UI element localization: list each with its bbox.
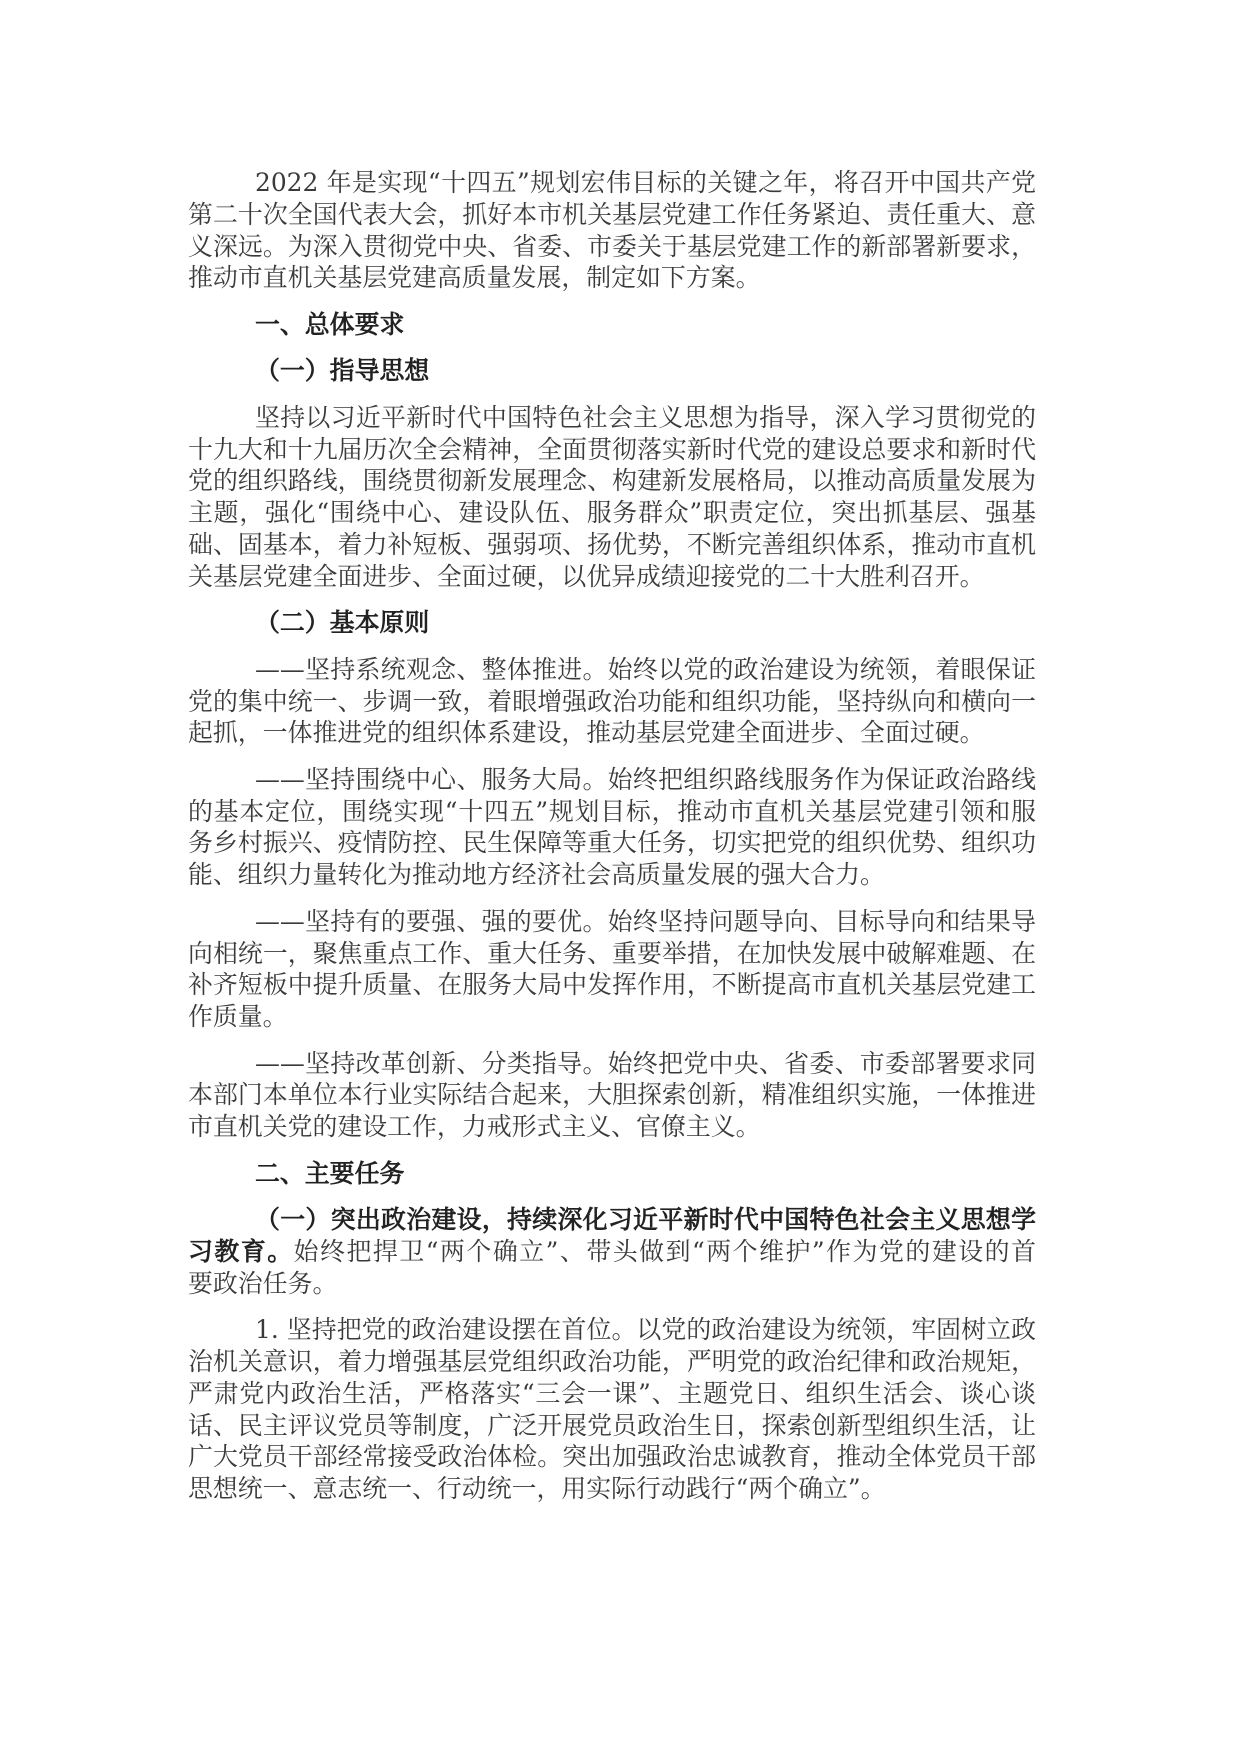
paragraph-line: 话、民主评议党员等制度，广泛开展党员政治生日，探索创新型组织生活，让 bbox=[188, 1410, 1036, 1440]
section-heading bbox=[188, 309, 1036, 341]
paragraph-line: ——坚持系统观念、整体推进。始终以党的政治建设为统领，着眼保证 bbox=[255, 654, 1036, 684]
paragraph-line: 2022 年是实现“十四五”规划宏伟目标的关键之年，将召开中国共产党 bbox=[255, 168, 1036, 197]
paragraph-line: 的基本定位，围绕实现“十四五”规划目标，推动市直机关基层党建引领和服 bbox=[188, 796, 1036, 826]
paragraph-line bbox=[188, 1204, 1036, 1236]
paragraph-line: 坚持以习近平新时代中国特色社会主义思想为指导，深入学习贯彻党的 bbox=[255, 402, 1036, 432]
paragraph-line: 务乡村振兴、疫情防控、民生保障等重大任务，切实把党的组织优势、组织功 bbox=[188, 828, 1036, 858]
paragraph-line: 治机关意识，着力增强基层党组织政治功能，严明党的政治纪律和政治规矩， bbox=[188, 1347, 1036, 1377]
paragraph-line: 补齐短板中提升质量、在服务大局中发挥作用，不断提高市直机关基层党建工 bbox=[188, 970, 1036, 1000]
section-heading bbox=[188, 1158, 1036, 1190]
document-page bbox=[188, 167, 1036, 1520]
bold-lead-text: （一）突出政治建设，持续深化习近平新时代中国特色社会主义思想学 bbox=[255, 1205, 1036, 1235]
paragraph-line bbox=[188, 1236, 1036, 1268]
paragraph-line: 主题，强化“围绕中心、建设队伍、服务群众”职责定位，突出抓基层、强基 bbox=[188, 498, 1036, 528]
paragraph-line: 作质量。 bbox=[188, 1002, 288, 1032]
paragraph-line: 1. 坚持把党的政治建设摆在首位。以党的政治建设为统领，牢固树立政 bbox=[255, 1315, 1036, 1345]
paragraph-line: ——坚持有的要强、强的要优。始终坚持问题导向、目标导向和结果导 bbox=[255, 906, 1036, 936]
paragraph bbox=[188, 654, 1036, 749]
paragraph-line: 要政治任务。 bbox=[188, 1268, 338, 1298]
heading-text: 二、主要任务 bbox=[255, 1158, 405, 1188]
paragraph-line: 思想统一、意志统一、行动统一，用实际行动践行“两个确立”。 bbox=[188, 1474, 886, 1504]
heading-text: （一）指导思想 bbox=[255, 356, 430, 386]
paragraph-line: 党的组织路线，围绕贯彻新发展理念、构建新发展格局，以推动高质量发展为 bbox=[188, 466, 1036, 496]
paragraph-line: 能、组织力量转化为推动地方经济社会高质量发展的强大合力。 bbox=[188, 860, 885, 890]
paragraph-line: 关基层党建全面进步、全面过硬，以优异成绩迎接党的二十大胜利召开。 bbox=[188, 561, 985, 591]
section-heading bbox=[188, 607, 1036, 639]
paragraph bbox=[188, 167, 1036, 294]
paragraph bbox=[188, 1204, 1036, 1299]
heading-text: 一、总体要求 bbox=[255, 309, 405, 339]
paragraph-line: ——坚持改革创新、分类指导。始终把党中央、省委、市委部署要求同 bbox=[255, 1048, 1036, 1078]
paragraph-line: ——坚持围绕中心、服务大局。始终把组织路线服务作为保证政治路线 bbox=[255, 764, 1036, 794]
paragraph-line: 十九大和十九届历次全会精神，全面贯彻落实新时代党的建设总要求和新时代 bbox=[188, 434, 1036, 464]
paragraph-line: 础、固基本，着力补短板、强弱项、扬优势，不断完善组织体系，推动市直机 bbox=[188, 530, 1036, 560]
paragraph bbox=[188, 764, 1036, 891]
paragraph-line: 义深远。为深入贯彻党中央、省委、市委关于基层党建工作的新部署新要求， bbox=[188, 231, 1036, 261]
paragraph-line: 严肃党内政治生活，严格落实“三会一课”、主题党日、组织生活会、谈心谈 bbox=[188, 1378, 1036, 1408]
paragraph bbox=[188, 906, 1036, 1033]
paragraph-line: 向相统一，聚焦重点工作、重大任务、重要举措，在加快发展中破解难题、在 bbox=[188, 938, 1036, 968]
paragraph-line: 广大党员干部经常接受政治体检。突出加强政治忠诚教育，推动全体党员干部 bbox=[188, 1442, 1036, 1472]
paragraph-line: 本部门本单位本行业实际结合起来，大胆探索创新，精准组织实施，一体推进 bbox=[188, 1080, 1036, 1110]
paragraph bbox=[188, 1048, 1036, 1143]
paragraph-line: 第二十次全国代表大会，抓好本市机关基层党建工作任务紧迫、责任重大、意 bbox=[188, 199, 1036, 229]
paragraph bbox=[188, 1314, 1036, 1505]
paragraph bbox=[188, 402, 1036, 593]
paragraph-line: 党的集中统一、步调一致，着眼增强政治功能和组织功能，坚持纵向和横向一 bbox=[188, 686, 1036, 716]
paragraph-line: 推动市直机关基层党建高质量发展，制定如下方案。 bbox=[188, 263, 761, 293]
paragraph-line: 市直机关党的建设工作，力戒形式主义、官僚主义。 bbox=[188, 1112, 761, 1142]
heading-text: （二）基本原则 bbox=[255, 608, 430, 638]
paragraph-line: 起抓，一体推进党的组织体系建设，推动基层党建全面进步、全面过硬。 bbox=[188, 718, 985, 748]
body-text: 始终把捍卫“两个确立”、带头做到“两个维护”作为党的建设的首 bbox=[293, 1236, 1036, 1266]
section-heading bbox=[188, 355, 1036, 387]
bold-lead-text: 习教育。 bbox=[188, 1236, 294, 1266]
